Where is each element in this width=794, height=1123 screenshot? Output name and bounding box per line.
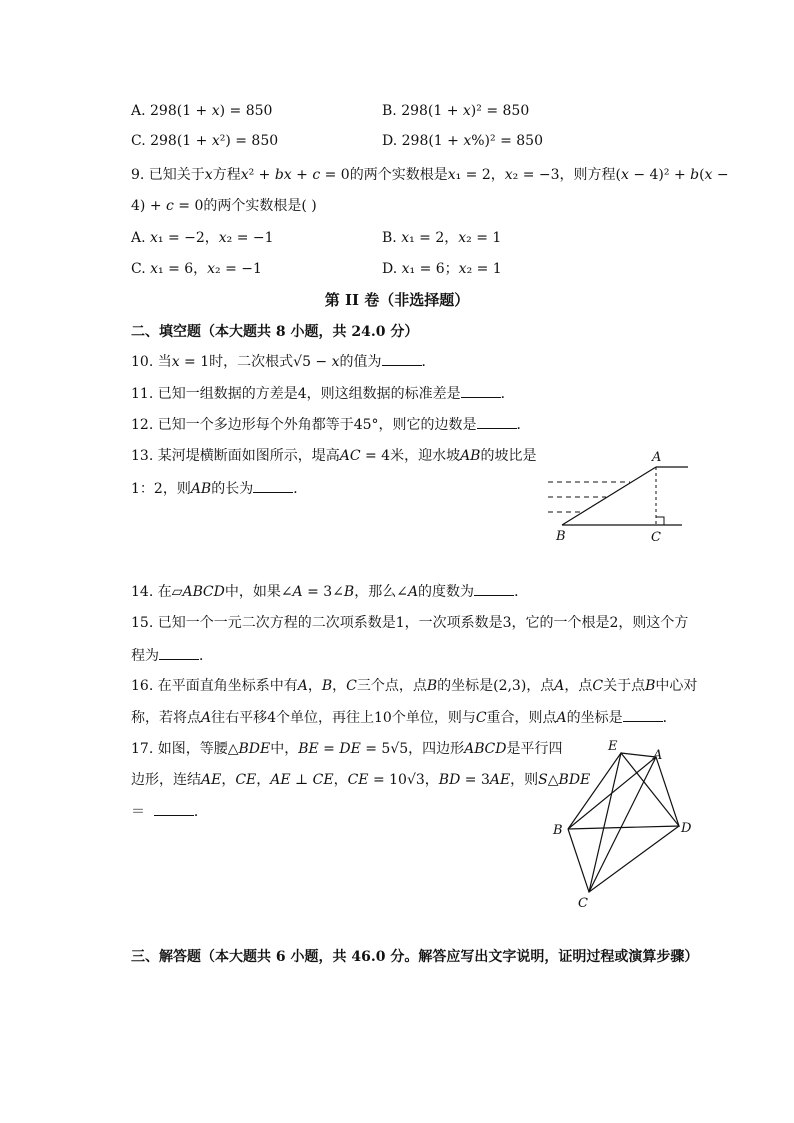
label-e: E [608,739,618,754]
q13-text: 1：2，则𝐴𝐵的长为 [131,481,254,497]
q11 [131,383,515,404]
part2-title: 第 II 卷（非选择题） [324,291,470,309]
q12 [131,414,531,435]
segment-ac [589,757,656,892]
q12-period: ． [516,417,531,433]
q13-figure [540,445,700,545]
q9-option-c: C. 𝑥₁ = 6，𝑥₂ = −1 [131,261,262,277]
q8-option-b: B. 298(1 + 𝑥)² = 850 [382,103,530,119]
q16-text: 称，若将点𝐴往右平移4个单位，再往上10个单位，则与𝐶重合，则点𝐴的坐标是 [131,710,623,726]
answer-blank [461,383,501,398]
q14 [131,581,528,602]
q15-period: ． [199,648,213,664]
q9-option-d: D. 𝑥₁ = 6；𝑥₂ = 1 [382,261,502,277]
triangle-bde [568,753,679,829]
section3-header: 三、解答题（本大题共 6 小题，共 46.0 分。解答应写出文字说明，证明过程或演算步骤） [131,949,699,965]
answer-blank [154,801,194,816]
q17-figure [545,735,725,915]
label-a: A [652,450,662,465]
q10-period: ． [421,354,436,370]
q16-stem-line2 [131,707,677,728]
parallelogram-abcd [568,757,679,892]
q11-period: ． [500,386,515,402]
q13-stem-line2 [131,478,307,499]
answer-blank [382,351,422,366]
label-c: C [651,530,661,545]
q12-text: 12. 已知一个多边形每个外角都等于45°，则它的边数是 [131,417,477,433]
q11-text: 11. 已知一组数据的方差是4，则这组数据的标准差是 [131,386,461,402]
q9-stem-line1: 9. 已知关于𝑥方程𝑥² + 𝑏𝑥 + 𝑐 = 0的两个实数根是𝑥₁ = 2，𝑥₂ = −3，则方程(𝑥 − 4)² + 𝑏(𝑥 − [131,167,729,183]
segment-ec [589,753,621,892]
answer-blank [474,581,514,596]
label-b: B [556,529,566,544]
answer-blank [253,478,293,493]
label-b: B [553,823,563,838]
q13-period: ． [293,481,308,497]
q17-stem-line1: 17. 如图，等腰△𝐵𝐷𝐸中，𝐵𝐸 = 𝐷𝐸 = 5√5，四边形𝐴𝐵𝐶𝐷是平行四 [131,741,563,757]
q15-stem-line2 [131,645,213,666]
segment-ea [621,753,656,757]
q8-option-d: D. 298(1 + 𝑥%)² = 850 [382,133,543,149]
q17-text: ＝ [131,804,145,820]
answer-blank [477,414,517,429]
q14-text: 14. 在▱𝐴𝐵𝐶𝐷中，如果∠𝐴 = 3∠𝐵，那么∠𝐴的度数为 [131,584,475,600]
q16-period: ． [662,710,677,726]
q15-text: 程为 [131,648,159,664]
answer-blank [623,707,663,722]
q17-period: ． [193,804,208,820]
q9-option-a: A. 𝑥₁ = −2，𝑥₂ = −1 [131,230,274,246]
right-angle-mark [656,517,664,525]
label-c: C [578,896,588,911]
q9-stem-line2: 4) + 𝑐 = 0的两个实数根是( ) [131,198,317,214]
q13-stem-line1: 13. 某河堤横断面如图所示，堤高𝐴𝐶 = 4米，迎水坡𝐴𝐵的坡比是 [131,448,537,464]
q14-period: ． [514,584,529,600]
q8-option-a: A. 298(1 + 𝑥) = 850 [131,103,273,119]
slope-ab [562,467,656,525]
q10-text: 10. 当𝑥 = 1时，二次根式√5 − 𝑥的值为 [131,354,382,370]
q15-stem-line1: 15. 已知一个一元二次方程的二次项系数是1，一次项系数是3，它的一个根是2，则这个方 [131,615,689,631]
q16-stem-line1: 16. 在平面直角坐标系中有𝐴，𝐵，𝐶三个点，点𝐵的坐标是(2,3)，点𝐴，点𝐶关于点𝐵中心对 [131,678,698,694]
q8-option-c: C. 298(1 + 𝑥²) = 850 [131,133,279,149]
section2-header: 二、填空题（本大题共 8 小题，共 24.0 分） [131,324,419,340]
answer-blank [159,645,199,660]
q17-stem-line2: 边形，连结𝐴𝐸，𝐶𝐸，𝐴𝐸 ⊥ 𝐶𝐸，𝐶𝐸 = 10√3，𝐵𝐷 = 3𝐴𝐸，则𝑆△𝐵𝐷𝐸 [131,772,591,788]
label-d: D [681,821,692,836]
q9-option-b: B. 𝑥₁ = 2，𝑥₂ = 1 [382,230,502,246]
label-a: A [653,748,663,763]
q10 [131,351,436,372]
q17-stem-line3 [131,801,208,822]
